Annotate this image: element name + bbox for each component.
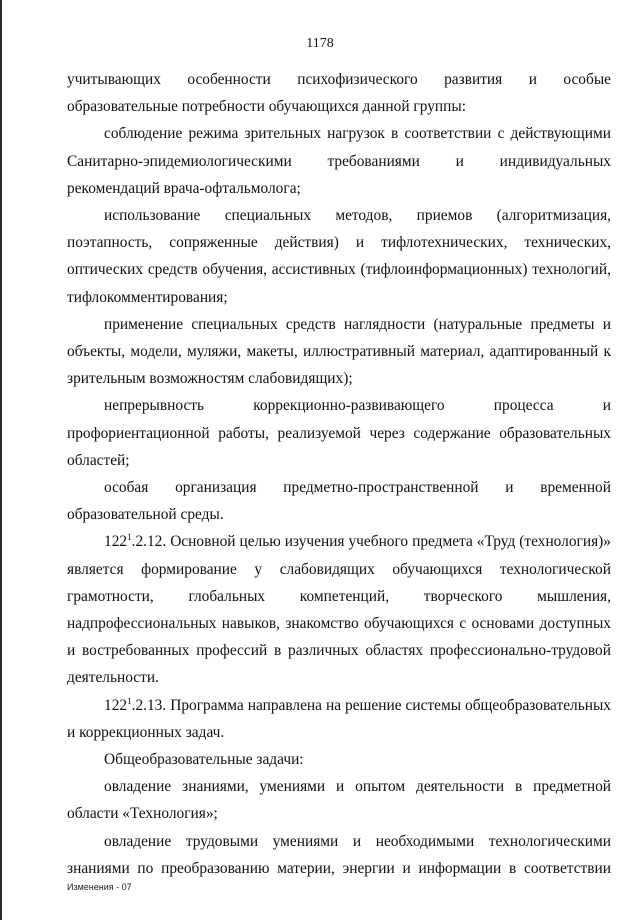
section-number-rest: .2.12. xyxy=(131,533,167,551)
paragraph: учитывающих особенности психофизического развития и особые образовательные потребности обучающихся данной группы: xyxy=(67,71,611,116)
paragraph: овладение знаниями, умениями и опытом деятельности в предметной области «Технология»; xyxy=(67,778,611,823)
paragraph-section-122-2-13 xyxy=(67,692,611,746)
section-superscript: 1 xyxy=(127,695,132,706)
scan-edge xyxy=(0,0,2,920)
paragraph: использование специальных методов, приемов (алгоритмизация, поэтапность, сопряженные действия) и тифлотехнических, технических, оптических средств обучения, ассистивных (тифлоинформационных) технологий, тифлокомментирования; xyxy=(67,207,611,306)
section-number: 122 xyxy=(104,533,128,551)
section-text: Основной целью изучения учебного предмета «Труд (технология)» является формирование у слабовидящих обучающихся технологической грамотности, глобальных компетенций, творческого мышления, надпрофессиональных навыков, знакомство обучающихся с основами доступных и востребованных профессий в различных областях профессионально-трудовой деятельности. xyxy=(67,533,611,687)
paragraph-section-122-2-12 xyxy=(67,528,611,691)
section-number-rest: .2.13. xyxy=(131,696,167,714)
paragraph: Общеобразовательные задачи: xyxy=(104,751,304,769)
paragraph: соблюдение режима зрительных нагрузок в соответствии с действующими Санитарно-эпидемиологическими требованиями и индивидуальных рекомендаций врача-офтальмолога; xyxy=(67,125,611,197)
footer-note: Изменения - 07 xyxy=(67,882,132,892)
section-text: Программа направлена на решение системы общеобразовательных и коррекционных задач. xyxy=(67,696,611,741)
paragraph: непрерывность коррекционно-развивающего процесса и профориентационной работы, реализуемой через содержание образовательных областей; xyxy=(67,397,611,469)
section-number: 122 xyxy=(104,696,128,714)
paragraph: овладение трудовыми умениями и необходимыми технологическими знаниями по преобразованию материи, энергии и информации в соответствии xyxy=(67,832,611,877)
page-number: 1178 xyxy=(306,36,334,51)
paragraph: особая организация предметно-пространственной и временной образовательной среды. xyxy=(67,479,611,524)
paragraph: применение специальных средств наглядности (натуральные предметы и объекты, модели, муляжи, макеты, иллюстративный материал, адаптированный к зрительным возможностям слабовидящих); xyxy=(67,315,611,388)
document-body xyxy=(67,66,611,882)
section-superscript: 1 xyxy=(127,532,132,543)
